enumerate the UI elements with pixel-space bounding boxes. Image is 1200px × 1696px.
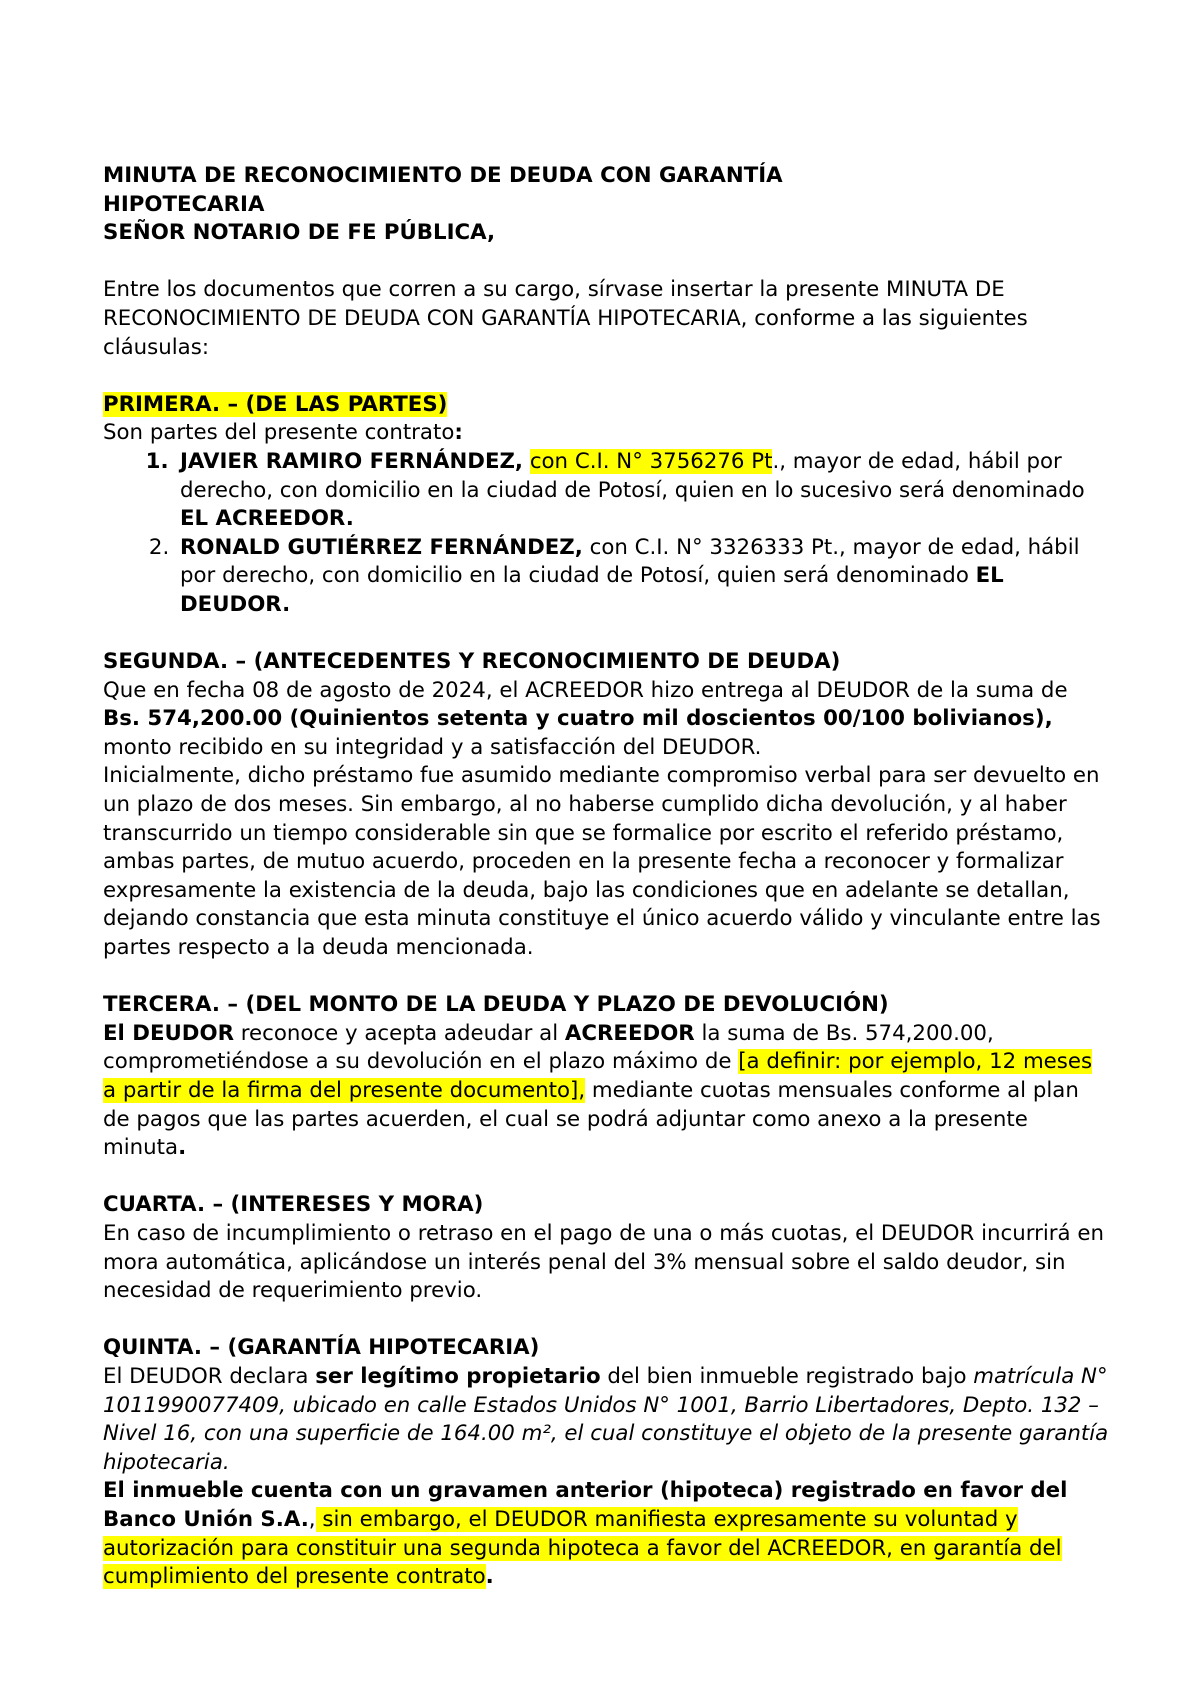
clause-tercera-heading: TERCERA. – (DEL MONTO DE LA DEUDA Y PLAZO DE DEVOLUCIÓN)	[103, 992, 889, 1018]
text-run: ,	[308, 1506, 316, 1532]
spacer	[103, 248, 1110, 277]
clause-segunda-paragraph-1	[103, 677, 1110, 763]
spacer	[103, 1306, 1110, 1335]
text-run: Que en fecha 08 de agosto de 2024, el ACREEDOR hizo entrega al DEUDOR de la suma de	[103, 677, 1068, 703]
addressee: SEÑOR NOTARIO DE FE PÚBLICA,	[103, 220, 496, 246]
bold-run: El inmueble cuenta con un gravamen anterior (hipoteca) registrado en favor del Banco Unión S.A.	[103, 1478, 1068, 1532]
clause-cuarta-paragraph: En caso de incumplimiento o retraso en el pago de una o más cuotas, el DEUDOR incurrirá en mora automática, aplicándose un interés penal del 3% mensual sobre el saldo deudor, sin necesidad de requerimiento previo.	[103, 1220, 1104, 1304]
party-item	[176, 448, 1110, 534]
spacer	[103, 963, 1110, 992]
party-text: con C.I. N° 3326333 Pt., mayor de edad, hábil por derecho, con domicilio en la ciudad de Potosí, quien será denominado	[180, 534, 1080, 589]
text-run: del bien inmueble registrado bajo	[600, 1363, 974, 1389]
party-role: EL DEUDOR.	[180, 563, 1004, 617]
clause-heading-text: PRIMERA. – (DE LAS PARTES)	[103, 391, 448, 417]
clause-cuarta-heading: CUARTA. – (INTERESES Y MORA)	[103, 1192, 484, 1218]
party-text: ., mayor de edad, hábil por derecho, con domicilio en la ciudad de Potosí, quien en lo sucesivo será denominado	[180, 448, 1085, 503]
party-role: EL ACREEDOR.	[180, 506, 354, 532]
clause-segunda-heading: SEGUNDA. – (ANTECEDENTES Y RECONOCIMIENTO DE DEUDA)	[103, 649, 841, 675]
text-run: .	[485, 1564, 494, 1590]
bold-run: ACREEDOR	[564, 1020, 695, 1046]
text-run: monto recibido en su integridad y a satisfacción del DEUDOR.	[103, 734, 762, 760]
document-title	[103, 162, 1110, 219]
highlighted-term: sin embargo, el DEUDOR manifiesta expresamente su voluntad y autorización para constituir una segunda hipoteca a favor del ACREEDOR, en garantía del cumplimiento del presente contrato	[103, 1506, 1062, 1590]
clause-tercera-paragraph	[103, 1020, 1110, 1163]
clause-segunda-paragraph-2: Inicialmente, dicho préstamo fue asumido mediante compromiso verbal para ser devuelto en un plazo de dos meses. Sin embargo, al no haberse cumplido dicha devolución, y al haber transcurrido un tiempo considerable sin que se formalice por escrito el referido préstamo, ambas partes, de mutuo acuerdo, proceden en la presente fecha a reconocer y formalizar expresamente la existencia de la deuda, bajo las condiciones que en adelante se detallan, dejando constancia que esta minuta constituye el único acuerdo válido y vinculante entre las partes respecto a la deuda mencionada.	[103, 763, 1101, 961]
party-item	[176, 534, 1110, 620]
text-run: reconoce y acepta adeudar al	[233, 1020, 565, 1046]
clause-quinta-paragraph-2	[103, 1477, 1110, 1591]
party-name: JAVIER RAMIRO FERNÁNDEZ,	[180, 448, 524, 474]
amount-text: Bs. 574,200.00 (Quinientos setenta y cuatro mil doscientos 00/100 bolivianos),	[103, 706, 1053, 732]
clause-primera-heading	[103, 391, 1110, 420]
clause-quinta-paragraph-1	[103, 1363, 1110, 1477]
title-line-1: MINUTA DE RECONOCIMIENTO DE DEUDA CON GARANTÍA	[103, 163, 783, 188]
highlighted-term: [a definir: por ejemplo, 12 meses a partir de la firma del presente documento],	[103, 1049, 1093, 1103]
clause-quinta-heading: QUINTA. – (GARANTÍA HIPOTECARIA)	[103, 1335, 540, 1361]
text-run: El DEUDOR declara	[103, 1363, 316, 1389]
text-run: mediante cuotas mensuales conforme al plan de pagos que las partes acuerden, el cual se podrá adjuntar como anexo a la presente minuta	[103, 1078, 1079, 1161]
bold-run: ser legítimo propietario	[315, 1363, 601, 1389]
party-ci-highlight: con C.I. N° 3756276 Pt	[529, 448, 773, 474]
spacer	[103, 362, 1110, 391]
lead-colon: :	[454, 420, 463, 446]
text-run: la suma de Bs. 574,200.00, comprometiéndose a su devolución en el plazo máximo de	[103, 1020, 994, 1075]
parties-list	[103, 448, 1110, 620]
clause-primera-lead	[103, 419, 1110, 448]
bold-run: El DEUDOR	[103, 1020, 234, 1046]
text-run: .	[178, 1135, 187, 1161]
title-line-2: HIPOTECARIA	[103, 191, 265, 217]
intro-paragraph: Entre los documentos que corren a su cargo, sírvase insertar la presente MINUTA DE RECONOCIMIENTO DE DEUDA CON GARANTÍA HIPOTECARIA, conforme a las siguientes cláusulas:	[103, 277, 1028, 360]
spacer	[103, 620, 1110, 649]
lead-text: Son partes del presente contrato	[103, 420, 455, 446]
property-description: matrícula N° 1011990077409, ubicado en calle Estados Unidos N° 1001, Barrio Libertadores, Depto. 132 – Nivel 16, con una superficie de 164.00 m², el cual constituye el objeto de la presente garantía hipotecaria.	[103, 1363, 1109, 1475]
spacer	[103, 1163, 1110, 1192]
party-name: RONALD GUTIÉRREZ FERNÁNDEZ,	[180, 534, 583, 560]
